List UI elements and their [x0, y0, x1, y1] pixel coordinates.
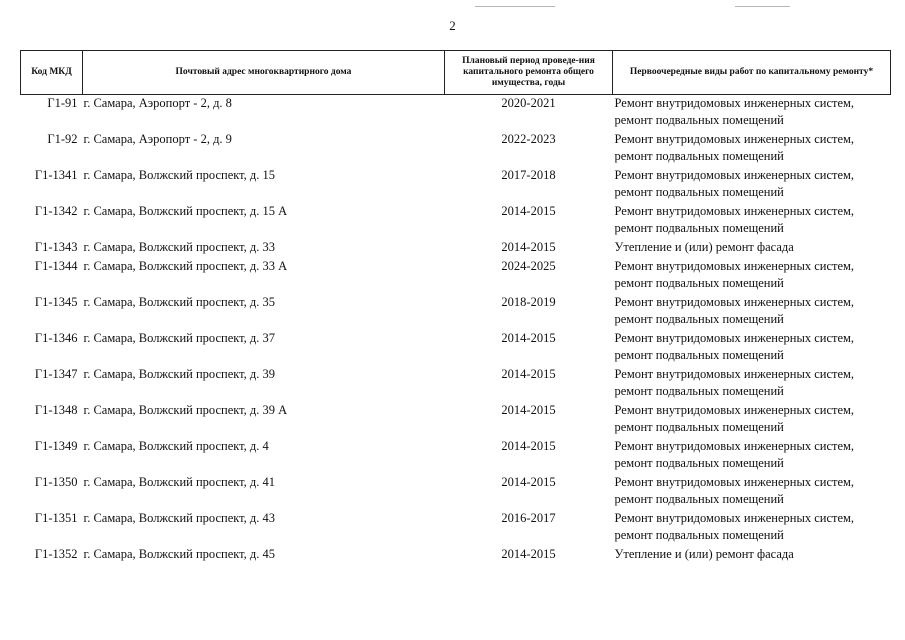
period-cell: 2014-2015	[501, 239, 556, 254]
table-header	[21, 51, 891, 95]
table-row	[21, 95, 891, 131]
table-row	[21, 510, 891, 546]
mkd-code-cell: Г1-1347	[34, 366, 78, 381]
address-cell: г. Самара, Волжский проспект, д. 41	[83, 474, 276, 489]
works-line: Ремонт внутридомовых инженерных систем,	[614, 366, 855, 381]
works-line: ремонт подвальных помещений	[614, 311, 784, 326]
address-cell: г. Самара, Волжский проспект, д. 39	[83, 366, 276, 381]
mkd-code-cell: Г1-1348	[34, 402, 78, 417]
address-cell: г. Самара, Волжский проспект, д. 33 А	[83, 258, 288, 273]
table-row	[21, 546, 891, 565]
page-number: 2	[449, 18, 456, 33]
period-cell: 2024-2025	[501, 258, 556, 273]
works-cell	[613, 239, 891, 258]
table-row	[21, 366, 891, 402]
address-cell: г. Самара, Волжский проспект, д. 15	[83, 167, 276, 182]
address-cell: г. Самара, Аэропорт - 2, д. 8	[83, 96, 232, 110]
works-line: Утепление и (или) ремонт фасада	[614, 239, 794, 254]
address-cell: г. Самара, Волжский проспект, д. 33	[83, 239, 276, 254]
mkd-code-cell: Г1-91	[47, 96, 78, 110]
address-cell: г. Самара, Волжский проспект, д. 37	[83, 330, 276, 345]
period-cell: 2014-2015	[501, 438, 556, 453]
works-line: Ремонт внутридомовых инженерных систем,	[614, 510, 855, 525]
period-cell: 2022-2023	[501, 131, 556, 146]
header-works: Первоочередные виды работ по капитальному ремонту*	[613, 51, 891, 95]
mkd-code-cell: Г1-1342	[34, 203, 78, 218]
table-row	[21, 438, 891, 474]
period-cell: 2018-2019	[501, 294, 556, 309]
table-row	[21, 239, 891, 258]
period-cell: 2014-2015	[501, 402, 556, 417]
works-cell	[613, 258, 891, 294]
mkd-code-cell: Г1-1350	[34, 474, 78, 489]
works-line: ремонт подвальных помещений	[614, 383, 784, 398]
works-line: ремонт подвальных помещений	[614, 491, 784, 506]
table-row	[21, 203, 891, 239]
works-line: Утепление и (или) ремонт фасада	[614, 546, 794, 561]
address-cell: г. Самара, Аэропорт - 2, д. 9	[83, 131, 232, 146]
works-cell	[613, 330, 891, 366]
works-line: Ремонт внутридомовых инженерных систем,	[614, 402, 855, 417]
works-line: ремонт подвальных помещений	[614, 220, 784, 235]
works-cell	[613, 474, 891, 510]
works-line: ремонт подвальных помещений	[614, 275, 784, 290]
works-line: Ремонт внутридомовых инженерных систем,	[614, 438, 855, 453]
period-cell: 2020-2021	[501, 96, 556, 110]
period-cell: 2014-2015	[501, 546, 556, 561]
table-row	[21, 474, 891, 510]
scan-artifact-line	[475, 6, 555, 7]
period-cell: 2017-2018	[501, 167, 556, 182]
table-row	[21, 294, 891, 330]
period-cell: 2014-2015	[501, 330, 556, 345]
period-cell: 2014-2015	[501, 203, 556, 218]
works-line: ремонт подвальных помещений	[614, 113, 784, 127]
works-cell	[613, 366, 891, 402]
mkd-code-cell: Г1-1351	[34, 510, 78, 525]
works-line: Ремонт внутридомовых инженерных систем,	[614, 294, 855, 309]
period-cell: 2014-2015	[501, 474, 556, 489]
works-line: Ремонт внутридомовых инженерных систем,	[614, 131, 855, 146]
works-line: Ремонт внутридомовых инженерных систем,	[614, 330, 855, 345]
period-cell: 2014-2015	[501, 366, 556, 381]
header-period: Плановый период проведе-ния капитального ремонта общего имущества, годы	[445, 51, 613, 95]
mkd-code-cell: Г1-1349	[34, 438, 78, 453]
mkd-code-cell: Г1-1345	[34, 294, 78, 309]
address-cell: г. Самара, Волжский проспект, д. 39 А	[83, 402, 288, 417]
works-line: Ремонт внутридомовых инженерных систем,	[614, 258, 855, 273]
mkd-code-cell: Г1-92	[47, 131, 78, 146]
address-cell: г. Самара, Волжский проспект, д. 4	[83, 438, 269, 453]
mkd-code-cell: Г1-1346	[34, 330, 78, 345]
header-address: Почтовый адрес многоквартирного дома	[83, 51, 445, 95]
works-cell	[613, 203, 891, 239]
table-body	[21, 95, 891, 565]
works-cell	[613, 294, 891, 330]
address-cell: г. Самара, Волжский проспект, д. 35	[83, 294, 276, 309]
works-cell	[613, 95, 891, 131]
works-line: ремонт подвальных помещений	[614, 419, 784, 434]
table-row	[21, 330, 891, 366]
mkd-code-cell: Г1-1341	[34, 167, 78, 182]
works-line: Ремонт внутридомовых инженерных систем,	[614, 96, 855, 110]
table-row	[21, 131, 891, 167]
repair-schedule-table	[20, 50, 891, 565]
works-cell	[613, 438, 891, 474]
works-line: Ремонт внутридомовых инженерных систем,	[614, 474, 855, 489]
works-line: Ремонт внутридомовых инженерных систем,	[614, 167, 855, 182]
works-line: ремонт подвальных помещений	[614, 347, 784, 362]
table-row	[21, 402, 891, 438]
works-cell	[613, 546, 891, 565]
works-line: ремонт подвальных помещений	[614, 148, 784, 163]
table-row	[21, 167, 891, 203]
address-cell: г. Самара, Волжский проспект, д. 45	[83, 546, 276, 561]
header-code: Код МКД	[21, 51, 83, 95]
scan-artifact-line	[735, 6, 790, 7]
mkd-code-cell: Г1-1344	[34, 258, 78, 273]
table-row	[21, 258, 891, 294]
address-cell: г. Самара, Волжский проспект, д. 15 А	[83, 203, 288, 218]
works-line: ремонт подвальных помещений	[614, 184, 784, 199]
works-cell	[613, 131, 891, 167]
works-line: ремонт подвальных помещений	[614, 455, 784, 470]
table-header-row	[21, 51, 891, 95]
works-line: Ремонт внутридомовых инженерных систем,	[614, 203, 855, 218]
address-cell: г. Самара, Волжский проспект, д. 43	[83, 510, 276, 525]
works-line: ремонт подвальных помещений	[614, 527, 784, 542]
mkd-code-cell: Г1-1352	[34, 546, 78, 561]
period-cell: 2016-2017	[501, 510, 556, 525]
mkd-code-cell: Г1-1343	[34, 239, 78, 254]
works-cell	[613, 510, 891, 546]
works-cell	[613, 402, 891, 438]
works-cell	[613, 167, 891, 203]
